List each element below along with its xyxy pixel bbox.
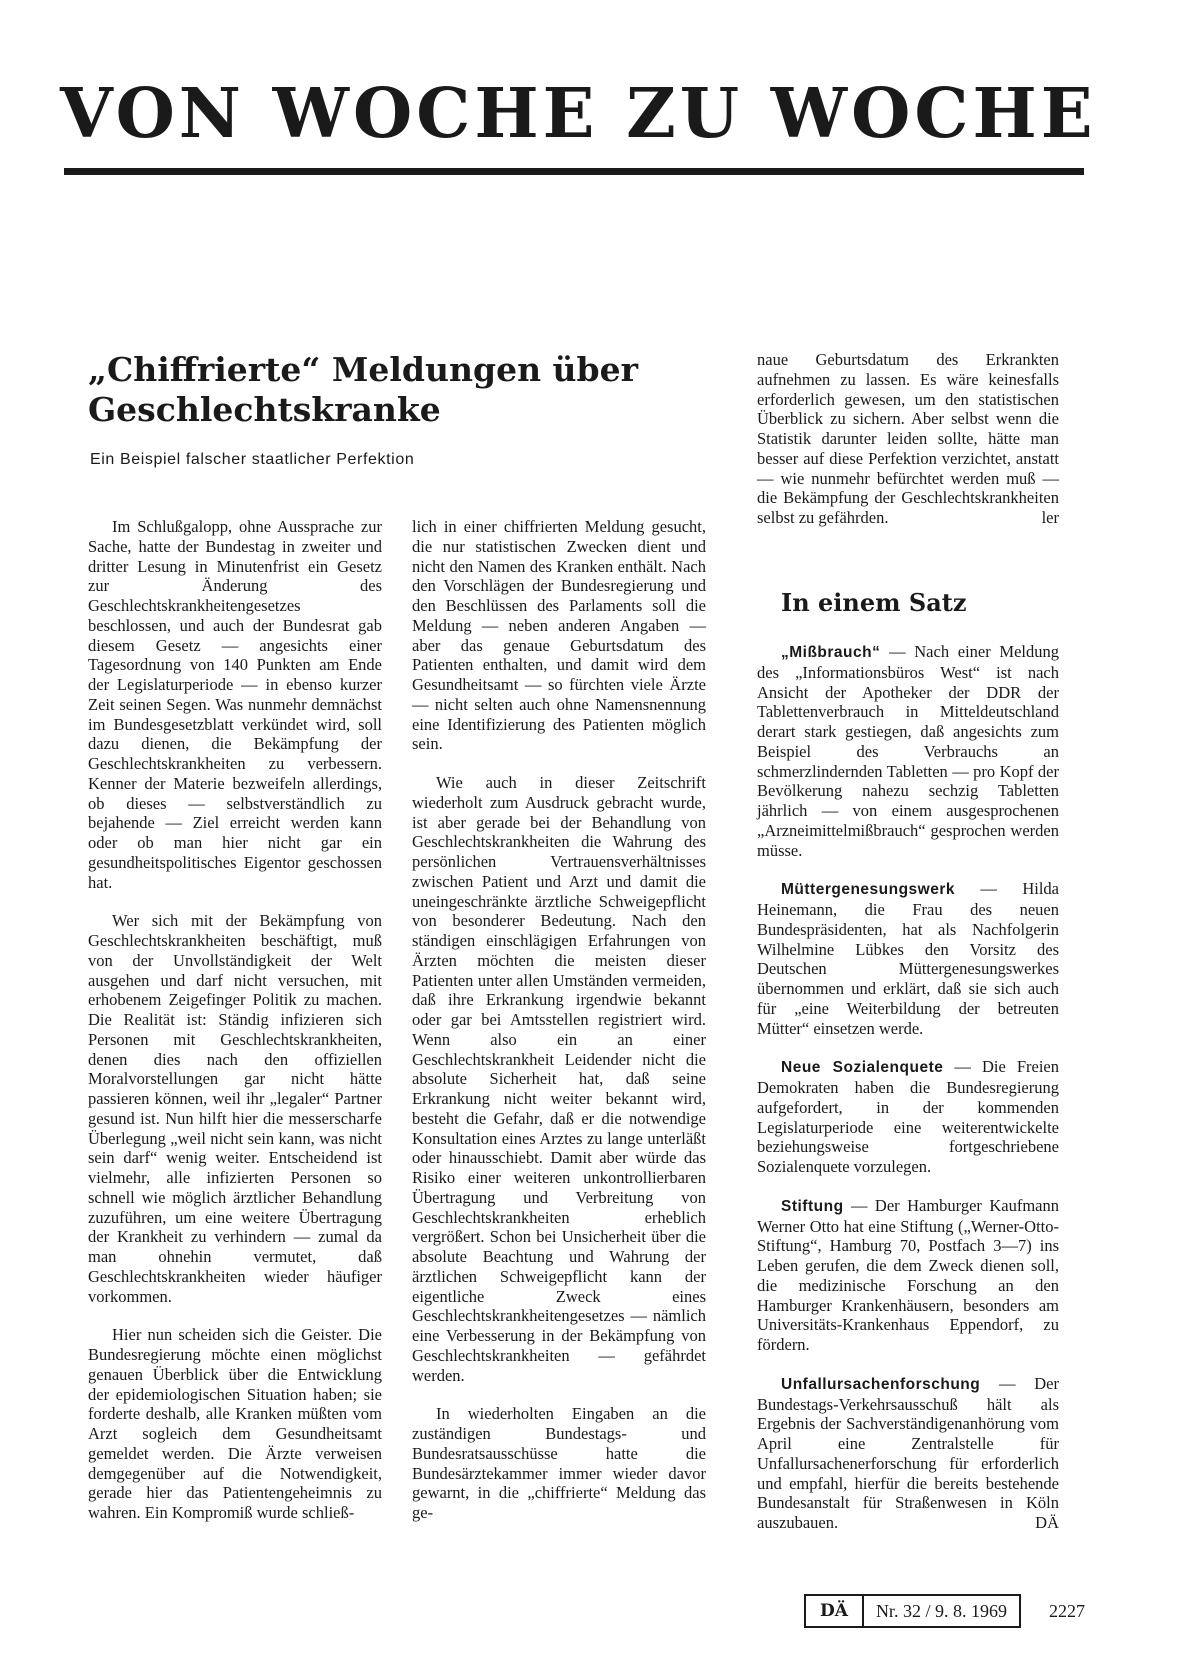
article-paragraph: lich in einer chiffrierten Meldung gesucht, die nur statistischen Zwecken dient und nicht den Namen des Kranken enthält. Nach den Vorschlägen der Bundesregierung und den Beschlüssen des Parlaments soll die Meldung — neben anderen Angaben — aber das genaue Geburtsdatum des Patienten enthalten, und damit wird dem Gesundheitsamt — so fürchten viele Ärzte — nicht selten auch ohne Namensnennung eine Identifizierung des Patienten möglich sein. [412, 517, 706, 754]
satz-author: DÄ [1035, 1513, 1059, 1533]
news-item-keyword: „Mißbrauch“ [781, 644, 881, 662]
article-closing-text: naue Geburtsdatum des Erkrankten aufnehmen zu lassen. Es wäre keinesfalls erforderlich gewesen, um den statistischen Überblick zu sichern. Aber selbst wenn die Statistik darunter leiden sollte, hätte man besser auf diese Perfektion verzichtet, anstatt — wie nunmehr befürchtet werden muß — die Bekämpfung der Geschlechtskrankheiten selbst zu gefährden. [757, 350, 1059, 527]
article-column-2 [412, 517, 706, 1542]
news-item-keyword: Neue Sozialenquete [781, 1059, 944, 1077]
news-item-keyword: Unfallursachenforschung [781, 1375, 981, 1393]
page-number: 2227 [1048, 1600, 1085, 1621]
journal-logo: DÄ [804, 1594, 864, 1628]
news-item [757, 879, 1059, 1038]
article-paragraph: Im Schlußgalopp, ohne Aussprache zur Sache, hatte der Bundestag in zweiter und dritter Lesung in Minutenfrist ein Gesetz zur Änderung des Geschlechtskrankheitengesetzes beschlossen, und auch der Bundesrat gab diesem Gesetz — angesichts einer Tagesordnung von 140 Punkten am Ende der Legislaturperiode — in ebenso kurzer Zeit seinen Segen. Was nunmehr demnächst im Bundesgesetzblatt verkündet wird, soll dazu dienen, die Bekämpfung der Geschlechtskrankheiten zu verbessern. Kenner der Materie bezweifeln allerdings, ob dieses — selbstverständlich zu bejahende — Ziel erreicht werden kann oder ob man hier nicht gar ein gesundheitspolitisches Eigentor geschossen hat. [88, 517, 382, 892]
article-subtitle: Ein Beispiel falscher staatlicher Perfektion [90, 451, 415, 468]
page-footer [804, 1594, 1085, 1628]
article-paragraph: Wie auch in dieser Zeitschrift wiederholt zum Ausdruck gebracht wurde, ist aber gerade bei der Behandlung von Geschlechtskrankheiten die Wahrung des persönlichen Vertrauensverhältnisses zwischen Patient und Arzt und damit die uneingeschränkte ärztliche Schweigepflicht von besonderer Bedeutung. Nach den ständigen einschlägigen Erfahrungen von Ärzten möchten die meisten dieser Patienten unter allen Umständen vermeiden, daß ihre Erkrankung irgendwie bekannt oder gar bei Amtsstellen registriert wird. Wenn also ein an einer Geschlechtskrankheit Leidender nicht die absolute Sicherheit hat, daß seine Erkrankung nicht weiter bekannt wird, besteht die Gefahr, daß er die notwendige Konsultation eines Arztes zu lange unterläßt oder hinausschiebt. Damit aber würde das Risiko einer weiteren unkontrollierbaren Übertragung und Verbreitung von Geschlechtskrankheiten erheblich vergrößert. Schon bei Unsicherheit über die absolute Beachtung und Wahrung der ärztlichen Schweigepflicht kann der eigentliche Zweck eines Geschlechtskrankheitengesetzes — nämlich eine Verbesserung in der Bekämpfung von Geschlechtskrankheiten — gefährdet werden. [412, 773, 706, 1385]
news-item [757, 1374, 1059, 1533]
article-paragraph [757, 350, 1059, 528]
article-column-1 [88, 517, 382, 1542]
article-title: „Chiffrierte“ Meldungen über Geschlechtskranke [88, 350, 638, 429]
news-item [757, 642, 1059, 860]
issue-info: Nr. 32 / 9. 8. 1969 [864, 1594, 1021, 1628]
news-item-text: — Hilda Heinemann, die Frau des neuen Bundespräsidenten, hat als Nachfolgerin Wilhelmine Lübkes den Vorsitz des Deutschen Müttergenesungswerkes übernommen und erklärt, daß sie sich auch für „eine Weiterbildung der betreuten Mütter“ einsetzen werde. [757, 879, 1059, 1038]
article-author: ler [1041, 508, 1059, 527]
article-paragraph: In wiederholten Eingaben an die zuständigen Bundestags- und Bundesratsausschüsse hatte die Bundesärztekammer immer wieder davor gewarnt, in die „chiffrierte“ Meldung das ge- [412, 1404, 706, 1522]
article-column-3 [757, 350, 1059, 1552]
section-masthead: VON WOCHE ZU WOCHE [60, 74, 1097, 154]
masthead-rule [64, 168, 1084, 175]
news-item-text: — Der Bundestags-Verkehrsausschuß hält als Ergebnis der Sachverständigenanhörung vom April eine Zentralstelle für Unfallursachenerforschung für erforderlich und empfahl, hierfür die bereits bestehende Bundesanstalt für Straßenwesen in Köln auszubauen. [757, 1373, 1059, 1533]
article-paragraph: Hier nun scheiden sich die Geister. Die Bundesregierung möchte einen möglichst genauen Überblick über die Entwicklung der epidemiologischen Situation haben; sie forderte deshalb, alle Kranken müßten vom Arzt sogleich dem Gesundheitsamt gemeldet werden. Die Ärzte verweisen demgegenüber auf die Notwendigkeit, gerade hier das Patientengeheimnis zu wahren. Ein Kompromiß wurde schließ- [88, 1325, 382, 1522]
news-item-text: — Die Freien Demokraten haben die Bundesregierung aufgefordert, in der kommenden Legislaturperiode eine weiterentwickelte beziehungsweise fortgeschriebene Sozialenquete vorzulegen. [757, 1057, 1059, 1177]
news-item [757, 1196, 1059, 1355]
news-item-keyword: Müttergenesungswerk [781, 881, 956, 899]
news-item-keyword: Stiftung [781, 1197, 844, 1215]
news-item-text: — Der Hamburger Kaufmann Werner Otto hat eine Stiftung („Werner-Otto-Stiftung“, Hamburg 70, Postfach 3—7) ins Leben gerufen, die dem Zweck dienen soll, die medizinische Forschung an den Hamburger Krankenhäusern, besonders am Universitäts-Krankenhaus Eppendorf, zu fördern. [757, 1195, 1059, 1355]
article-paragraph: Wer sich mit der Bekämpfung von Geschlechtskrankheiten beschäftigt, muß von der Unvollständigkeit der Welt ausgehen und darf nicht versuchen, mit erhobenem Zeigefinger Politik zu machen. Die Realität ist: Ständig infizieren sich Personen mit Geschlechtskrankheiten, denen dies nach den offiziellen Moralvorstellungen gar nicht hätte passieren können, weil ihr „legaler“ Partner gesund ist. Nun hilft hier die messerscharfe Überlegung „weil nicht sein kann, was nicht sein darf“ wenig weiter. Entscheidend ist vielmehr, alle infizierten Personen so schnell wie möglich ärztlicher Behandlung zuzuführen, um eine weitere Übertragung der Krankheit zu verhindern — zumal da man ohnehin vermutet, daß Geschlechtskrankheiten wieder häufiger vorkommen. [88, 911, 382, 1306]
satz-heading: In einem Satz [781, 587, 967, 617]
news-item [757, 1057, 1059, 1177]
news-item-text: — Nach einer Meldung des „Informationsbüros West“ ist nach Ansicht der Apotheker der DDR der Tablettenverbrauch in Mitteldeutschland derart stark gestiegen, daß angesichts zum Beispiel des Verbrauchs an schmerzlindernden Tabletten — pro Kopf der Bevölkerung nahezu sechzig Tabletten jährlich — von einem ausgesprochenen „Arzneimittelmißbrauch“ gesprochen werden müsse. [757, 642, 1059, 860]
